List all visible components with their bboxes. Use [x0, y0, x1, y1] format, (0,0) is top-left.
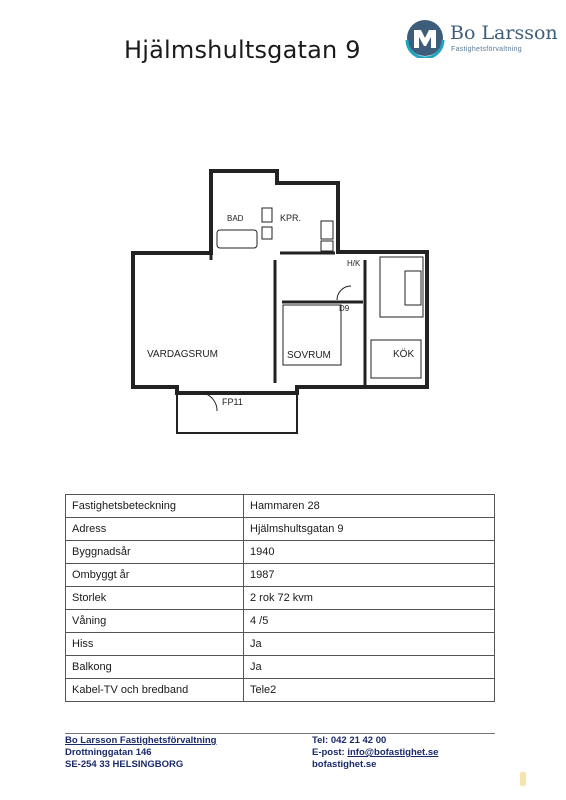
- footer-email-link[interactable]: info@bofastighet.se: [347, 747, 439, 758]
- table-row: [66, 564, 495, 587]
- row-value: 1940: [244, 541, 495, 564]
- row-value: 4 /5: [244, 610, 495, 633]
- footer-street: Drottninggatan 146: [65, 747, 152, 758]
- row-label: Kabel-TV och bredband: [66, 679, 244, 702]
- brand-name: Bo Larsson: [450, 22, 558, 44]
- row-label: Våning: [66, 610, 244, 633]
- row-label: Fastighetsbeteckning: [66, 495, 244, 518]
- footer-tel: Tel: 042 21 42 00: [312, 735, 387, 746]
- room-label-kpr: KPR.: [280, 213, 302, 223]
- footer-web[interactable]: bofastighet.se: [312, 759, 377, 770]
- row-value: 1987: [244, 564, 495, 587]
- room-label-fp: FP11: [222, 397, 243, 407]
- table-row: [66, 587, 495, 610]
- label-hk: H/K: [347, 259, 361, 268]
- toilet: [262, 208, 272, 222]
- hall-door: [337, 286, 351, 300]
- row-value: Hjälmshultsgatan 9: [244, 518, 495, 541]
- footer-email-line: [312, 747, 438, 759]
- table-row: [66, 495, 495, 518]
- row-value: Tele2: [244, 679, 495, 702]
- door-swing: [203, 393, 217, 411]
- room-label-vardagsrum: VARDAGSRUM: [147, 349, 218, 360]
- sink: [262, 227, 272, 239]
- row-value: Ja: [244, 633, 495, 656]
- row-value: Hammaren 28: [244, 495, 495, 518]
- cabinet: [321, 221, 333, 239]
- scan-mark: [520, 772, 526, 786]
- room-label-bad: BAD: [227, 214, 244, 223]
- room-label-sovrum: SOVRUM: [287, 350, 331, 361]
- row-label: Ombyggt år: [66, 564, 244, 587]
- cabinet-2: [321, 241, 333, 251]
- row-label: Byggnadsår: [66, 541, 244, 564]
- footer-email-prefix: E-post:: [312, 747, 348, 758]
- row-label: Hiss: [66, 633, 244, 656]
- table-row: [66, 679, 495, 702]
- room-label-kok: KÖK: [393, 349, 415, 360]
- property-info-table: [65, 494, 495, 702]
- brand-logo: [405, 18, 560, 58]
- footer-contact: [312, 735, 438, 771]
- label-d9: D9: [339, 304, 350, 313]
- footer-divider: [65, 733, 495, 734]
- table-row: [66, 610, 495, 633]
- row-label: Adress: [66, 518, 244, 541]
- footer-city: SE-254 33 HELSINGBORG: [65, 759, 184, 770]
- footer-address: [65, 735, 217, 771]
- stove: [405, 271, 421, 305]
- kitchen-counter: [380, 257, 423, 317]
- table-row: [66, 518, 495, 541]
- footer-company: Bo Larsson Fastighetsförvaltning: [65, 735, 217, 746]
- row-label: Storlek: [66, 587, 244, 610]
- plan-inner-walls: [211, 253, 365, 387]
- table-row: [66, 656, 495, 679]
- row-label: Balkong: [66, 656, 244, 679]
- floor-plan: [125, 165, 435, 440]
- table-row: [66, 541, 495, 564]
- table-row: [66, 633, 495, 656]
- logo-mark-icon: [405, 18, 445, 58]
- row-value: 2 rok 72 kvm: [244, 587, 495, 610]
- page-title: Hjälmshultsgatan 9: [124, 36, 361, 64]
- bathtub: [217, 230, 257, 248]
- brand-subtitle: Fastighetsförvaltning: [451, 46, 522, 53]
- row-value: Ja: [244, 656, 495, 679]
